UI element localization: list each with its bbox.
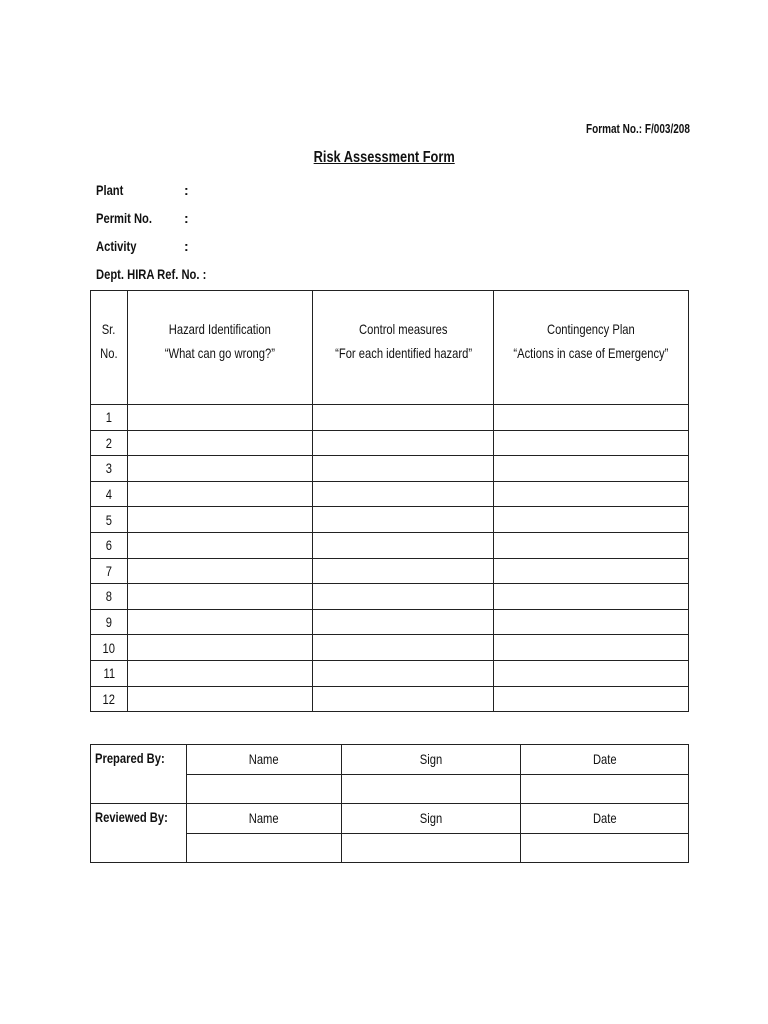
prepared-name-cell[interactable] — [187, 774, 342, 804]
hazard-cell[interactable] — [127, 660, 312, 686]
row-number: 6 — [91, 532, 128, 558]
header-hazard-identification: Hazard Identification “What can go wrong?” — [127, 291, 312, 405]
control-measures-cell[interactable] — [313, 405, 494, 431]
hazard-cell[interactable] — [127, 430, 312, 456]
control-measures-cell[interactable] — [313, 532, 494, 558]
header-contingency-plan: Contingency Plan “Actions in case of Emergency” — [494, 291, 689, 405]
field-permit-no-label: Permit No. — [96, 210, 153, 226]
risk-table-row — [91, 532, 689, 558]
reviewed-sign-header: Sign — [342, 804, 521, 834]
prepared-sign-header: Sign — [342, 745, 521, 775]
field-permit-no-colon: : — [184, 210, 189, 226]
field-activity-label: Activity — [96, 238, 137, 254]
reviewed-by-header-row — [91, 804, 689, 834]
field-plant-label: Plant — [96, 182, 124, 198]
reviewed-date-cell[interactable] — [521, 833, 689, 863]
hazard-cell[interactable] — [127, 609, 312, 635]
contingency-plan-cell[interactable] — [494, 507, 689, 533]
hazard-cell[interactable] — [127, 405, 312, 431]
header-control-measures: Control measures “For each identified hazard” — [313, 291, 494, 405]
risk-table-row — [91, 456, 689, 482]
contingency-plan-cell[interactable] — [494, 481, 689, 507]
hazard-cell[interactable] — [127, 558, 312, 584]
risk-table-row — [91, 584, 689, 610]
control-measures-cell[interactable] — [313, 635, 494, 661]
reviewed-name-header: Name — [187, 804, 342, 834]
control-measures-cell[interactable] — [313, 558, 494, 584]
risk-table-row — [91, 686, 689, 712]
prepared-date-cell[interactable] — [521, 774, 689, 804]
control-measures-cell[interactable] — [313, 686, 494, 712]
header-sr-no: Sr. No. — [91, 291, 128, 405]
hazard-cell[interactable] — [127, 635, 312, 661]
reviewed-sign-cell[interactable] — [342, 833, 521, 863]
risk-table-row — [91, 660, 689, 686]
row-number: 4 — [91, 481, 128, 507]
risk-table-row — [91, 558, 689, 584]
row-number: 5 — [91, 507, 128, 533]
contingency-plan-cell[interactable] — [494, 456, 689, 482]
hazard-cell[interactable] — [127, 584, 312, 610]
prepared-date-header: Date — [521, 745, 689, 775]
prepared-by-header-row — [91, 745, 689, 775]
risk-assessment-table — [90, 290, 689, 712]
row-number: 3 — [91, 456, 128, 482]
row-number: 7 — [91, 558, 128, 584]
row-number: 1 — [91, 405, 128, 431]
reviewed-by-label: Reviewed By: — [91, 804, 187, 863]
contingency-plan-cell[interactable] — [494, 430, 689, 456]
control-measures-cell[interactable] — [313, 456, 494, 482]
prepared-by-label: Prepared By: — [91, 745, 187, 804]
control-measures-cell[interactable] — [313, 584, 494, 610]
risk-table-row — [91, 405, 689, 431]
risk-table-row — [91, 507, 689, 533]
control-measures-cell[interactable] — [313, 507, 494, 533]
field-activity-colon: : — [184, 238, 189, 254]
risk-table-row — [91, 430, 689, 456]
reviewed-name-cell[interactable] — [187, 833, 342, 863]
hazard-cell[interactable] — [127, 507, 312, 533]
hazard-cell[interactable] — [127, 481, 312, 507]
row-number: 2 — [91, 430, 128, 456]
risk-table-row — [91, 481, 689, 507]
contingency-plan-cell[interactable] — [494, 635, 689, 661]
control-measures-cell[interactable] — [313, 430, 494, 456]
control-measures-cell[interactable] — [313, 481, 494, 507]
format-number: Format No.: F/003/208 — [586, 122, 690, 136]
field-plant-colon: : — [184, 182, 189, 198]
hazard-cell[interactable] — [127, 686, 312, 712]
control-measures-cell[interactable] — [313, 609, 494, 635]
field-dept-hira-ref-label: Dept. HIRA Ref. No. : — [96, 266, 207, 282]
row-number: 9 — [91, 609, 128, 635]
row-number: 10 — [91, 635, 128, 661]
contingency-plan-cell[interactable] — [494, 532, 689, 558]
row-number: 11 — [91, 660, 128, 686]
form-title: Risk Assessment Form — [313, 149, 455, 166]
contingency-plan-cell[interactable] — [494, 558, 689, 584]
risk-table-row — [91, 635, 689, 661]
row-number: 8 — [91, 584, 128, 610]
prepared-name-header: Name — [187, 745, 342, 775]
row-number: 12 — [91, 686, 128, 712]
contingency-plan-cell[interactable] — [494, 609, 689, 635]
reviewed-date-header: Date — [521, 804, 689, 834]
risk-table-header-row — [91, 291, 689, 405]
hazard-cell[interactable] — [127, 532, 312, 558]
control-measures-cell[interactable] — [313, 660, 494, 686]
contingency-plan-cell[interactable] — [494, 584, 689, 610]
signoff-table — [90, 744, 689, 863]
risk-table-row — [91, 609, 689, 635]
contingency-plan-cell[interactable] — [494, 660, 689, 686]
prepared-sign-cell[interactable] — [342, 774, 521, 804]
contingency-plan-cell[interactable] — [494, 686, 689, 712]
contingency-plan-cell[interactable] — [494, 405, 689, 431]
hazard-cell[interactable] — [127, 456, 312, 482]
